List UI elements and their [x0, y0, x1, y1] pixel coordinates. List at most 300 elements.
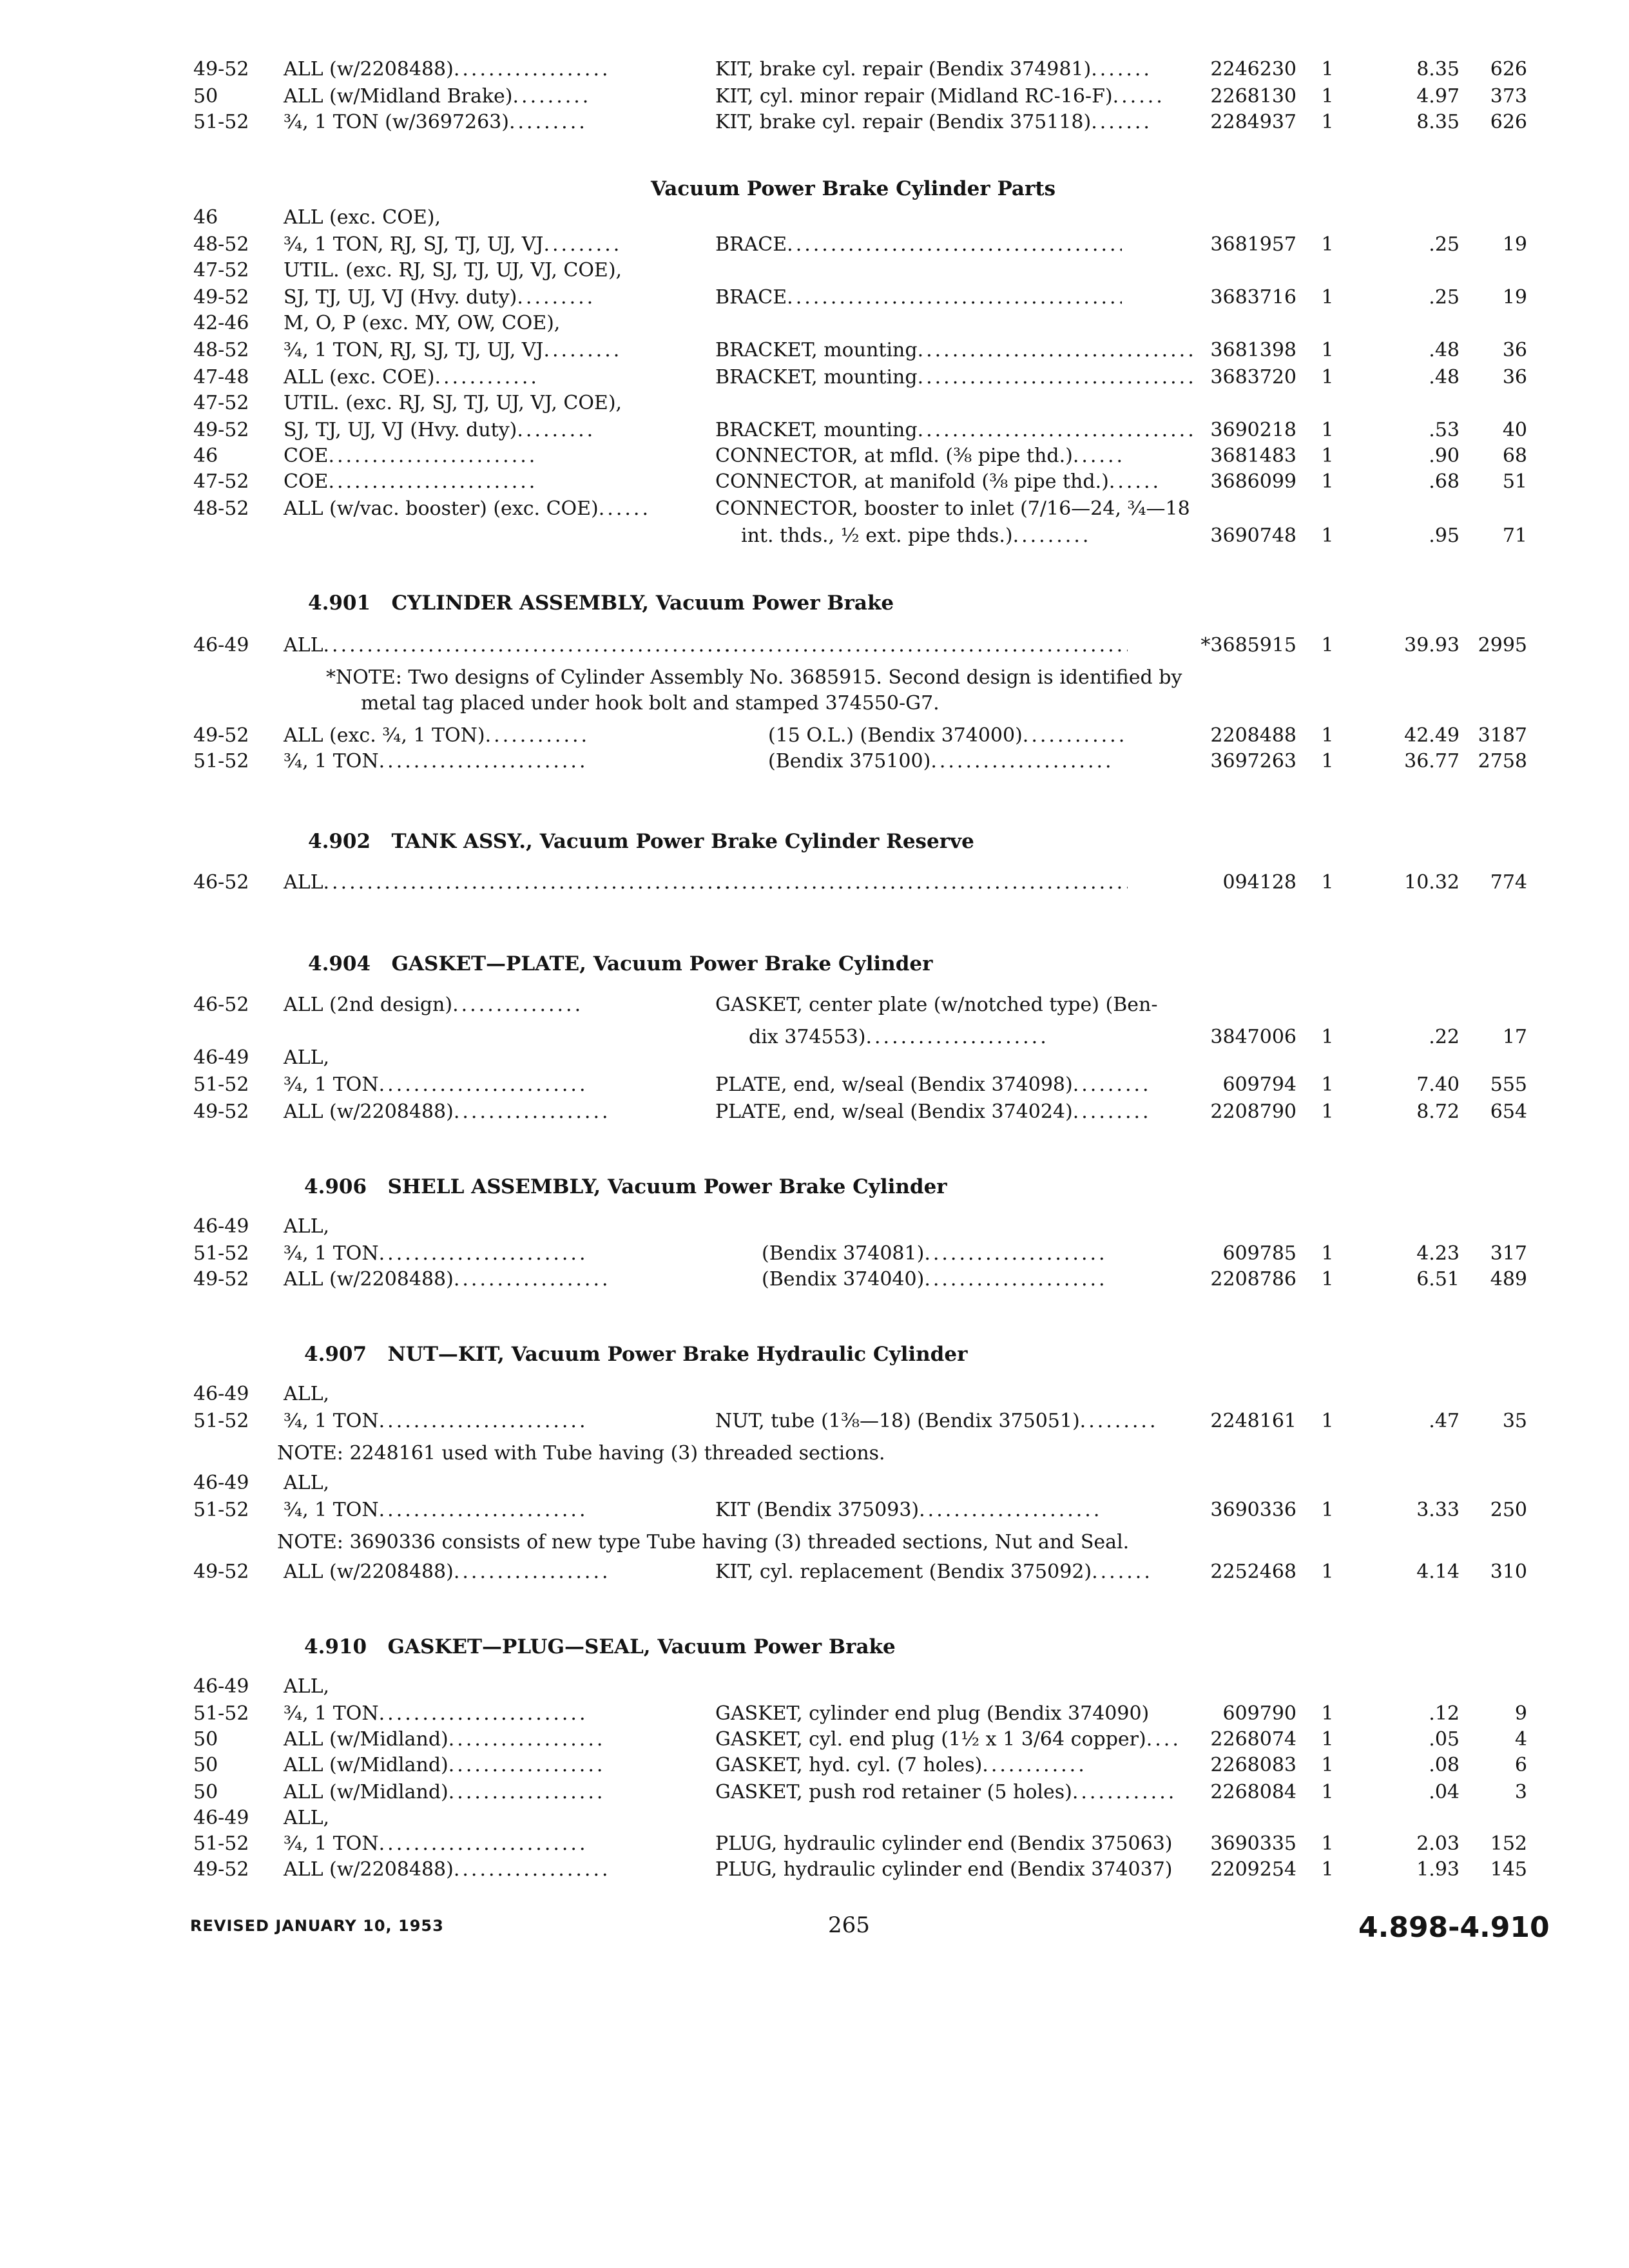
years-cell: 42-46 [193, 312, 249, 334]
section-number: 4.910 [304, 1635, 367, 1658]
quantity-cell: 1 [1321, 1268, 1334, 1291]
description-cell: BRACKET, mounting..... [715, 418, 1195, 443]
quantity-cell: 1 [1321, 1561, 1334, 1583]
years-cell: 50 [193, 85, 218, 108]
years-cell: 46-52 [193, 871, 249, 894]
section-heading [304, 1635, 896, 1658]
part-number-cell: 094128 [1222, 871, 1296, 894]
description-cell [715, 870, 1128, 896]
dot-leader [918, 418, 1195, 443]
weight-cell: 145 [1490, 1858, 1527, 1881]
quantity-cell: 1 [1321, 1832, 1334, 1855]
quantity-cell: 1 [1321, 286, 1334, 309]
table-row [0, 1072, 1629, 1100]
years-cell: 46-49 [193, 1215, 249, 1238]
description-cell: BRACKET, mounting..... [715, 365, 1195, 390]
price-cell: 3.33 [1416, 1499, 1460, 1521]
model-cell: ALL (w/2208488)..... [284, 1857, 612, 1883]
price-cell: .25 [1429, 233, 1460, 256]
part-number-cell: 2268074 [1210, 1728, 1296, 1751]
table-row [0, 258, 1629, 286]
model-cell: ALL (w/Midland)..... [284, 1727, 606, 1753]
table-row [0, 870, 1629, 898]
dot-leader [1091, 110, 1149, 135]
model-cell: ALL, [284, 1383, 330, 1405]
years-cell: 47-48 [193, 366, 249, 389]
years-cell: 46 [193, 206, 218, 229]
dot-leader [1073, 443, 1124, 469]
part-number-cell: 3681483 [1210, 445, 1296, 467]
quantity-cell: 1 [1321, 1702, 1334, 1725]
model-cell: COE..... [284, 443, 534, 469]
table-row [0, 338, 1629, 366]
part-number-cell: 609785 [1222, 1242, 1296, 1265]
part-number-cell: 3697263 [1210, 750, 1296, 773]
part-number-cell: 609790 [1222, 1702, 1296, 1725]
weight-cell: 6 [1514, 1754, 1527, 1776]
part-number-cell: 609794 [1222, 1073, 1296, 1096]
model-cell: ALL, [284, 1472, 330, 1494]
price-cell: .53 [1429, 419, 1460, 441]
description-cell: (Bendix 375100)..... [768, 749, 1111, 774]
part-number-cell: 2248161 [1210, 1410, 1296, 1432]
quantity-cell: 1 [1321, 1242, 1334, 1265]
dot-leader [930, 749, 1111, 774]
quantity-cell: 1 [1321, 85, 1334, 108]
part-number-cell: 3686099 [1210, 470, 1296, 493]
table-row [0, 365, 1629, 393]
quantity-cell: 1 [1321, 366, 1334, 389]
model-cell: ALL (exc. ¾, 1 TON)..... [284, 723, 588, 749]
quantity-cell: 1 [1321, 524, 1334, 547]
model-cell: ALL (w/2208488)..... [284, 1267, 612, 1293]
part-number-cell: 3690335 [1210, 1832, 1296, 1855]
dot-leader [323, 870, 736, 896]
quantity-cell: 1 [1321, 339, 1334, 361]
years-cell: 46 [193, 445, 218, 467]
years-cell: 49-52 [193, 724, 249, 747]
table-row [0, 1408, 1629, 1437]
quantity-cell: 1 [1321, 1026, 1334, 1048]
section-number: 4.907 [304, 1343, 367, 1366]
dot-leader [379, 1831, 585, 1857]
description-cell: KIT (Bendix 375093)..... [715, 1497, 1099, 1523]
price-cell: 4.97 [1416, 85, 1460, 108]
section-title: GASKET—PLATE, Vacuum Power Brake Cylinder [391, 952, 933, 975]
table-row [0, 1753, 1629, 1781]
description-cell: GASKET, center plate (w/notched type) (Ben- [715, 994, 1158, 1016]
model-cell: ¾, 1 TON..... [284, 1408, 585, 1434]
table-row [0, 1267, 1629, 1295]
model-cell: ALL (w/Midland Brake)..... [284, 84, 590, 110]
price-cell: 39.93 [1404, 634, 1460, 657]
price-cell: 4.23 [1416, 1242, 1460, 1265]
table-row [0, 1470, 1629, 1499]
model-cell: ALL, [284, 1807, 330, 1829]
price-cell: .04 [1429, 1781, 1460, 1803]
years-cell: 51-52 [193, 1242, 249, 1265]
dot-leader [924, 1267, 1104, 1293]
table-row [0, 1674, 1629, 1702]
years-cell: 46-49 [193, 634, 249, 657]
table-row [0, 1831, 1629, 1860]
model-cell: ALL (2nd design)..... [284, 992, 581, 1018]
years-cell: 48-52 [193, 497, 249, 520]
price-cell: .08 [1429, 1754, 1460, 1776]
years-cell: 48-52 [193, 233, 249, 256]
model-cell: ALL, [284, 1046, 330, 1069]
table-row [0, 633, 1629, 661]
description-cell: KIT, cyl. replacement (Bendix 375092)..... [715, 1559, 1150, 1585]
weight-cell: 555 [1490, 1073, 1527, 1096]
years-cell: 50 [193, 1754, 218, 1776]
table-row [0, 390, 1629, 419]
model-cell: ¾, 1 TON, RJ, SJ, TJ, UJ, VJ..... [284, 338, 621, 363]
quantity-cell: 1 [1321, 1499, 1334, 1521]
quantity-cell: 1 [1321, 1754, 1334, 1776]
table-row [0, 1045, 1629, 1073]
dot-leader [454, 1857, 612, 1883]
quantity-cell: 1 [1321, 1728, 1334, 1751]
dot-leader [919, 1497, 1099, 1523]
part-number-cell: 2209254 [1210, 1858, 1296, 1881]
table-row [0, 749, 1629, 777]
dot-leader [379, 1497, 585, 1523]
quantity-cell: 1 [1321, 1858, 1334, 1881]
model-cell: ¾, 1 TON..... [284, 1241, 585, 1267]
table-row [0, 443, 1629, 472]
years-cell: 47-52 [193, 392, 249, 414]
price-cell: .22 [1429, 1026, 1460, 1048]
price-cell: 7.40 [1416, 1073, 1460, 1096]
dot-leader [379, 749, 585, 774]
dot-leader [485, 723, 588, 749]
price-cell: 6.51 [1416, 1268, 1460, 1291]
quantity-cell: 1 [1321, 445, 1334, 467]
quantity-cell: 1 [1321, 58, 1334, 81]
dot-leader [1146, 1727, 1179, 1753]
table-row [0, 1497, 1629, 1526]
model-cell: ALL (exc. COE)..... [284, 365, 537, 390]
table-row [0, 992, 1629, 1021]
part-number-cell: 3681957 [1210, 233, 1296, 256]
model-cell: ALL (exc. COE), [284, 206, 441, 229]
dot-leader [599, 496, 650, 522]
weight-cell: 373 [1490, 85, 1527, 108]
years-cell: 49-52 [193, 1858, 249, 1881]
dot-leader [328, 469, 534, 495]
dot-leader [448, 1753, 606, 1778]
weight-cell: 774 [1490, 871, 1527, 894]
weight-cell: 9 [1514, 1702, 1527, 1725]
dot-leader [543, 338, 621, 363]
table-row [0, 1857, 1629, 1885]
weight-cell: 626 [1490, 111, 1527, 133]
section-heading [308, 952, 932, 975]
description-cell: BRACKET, mounting..... [715, 338, 1195, 363]
section-title: SHELL ASSEMBLY, Vacuum Power Brake Cylinder [387, 1175, 947, 1198]
part-number-cell: 2246230 [1210, 58, 1296, 81]
part-number-cell: 3681398 [1210, 339, 1296, 361]
dot-leader [1072, 1780, 1175, 1805]
table-row [0, 1559, 1629, 1588]
dot-leader [379, 1072, 585, 1098]
quantity-cell: 1 [1321, 724, 1334, 747]
price-cell: .05 [1429, 1728, 1460, 1751]
years-cell: 46-49 [193, 1472, 249, 1494]
price-cell: 8.35 [1416, 58, 1460, 81]
dot-leader [1073, 1099, 1150, 1125]
description-cell: CONNECTOR, booster to inlet (7/16—24, ¾—18 [715, 497, 1190, 520]
quantity-cell: 1 [1321, 419, 1334, 441]
model-cell: ALL, [284, 1675, 330, 1698]
description-cell: GASKET, cylinder end plug (Bendix 374090) [715, 1702, 1150, 1725]
description-cell: dix 374553)..... [749, 1024, 1046, 1050]
dot-leader [513, 84, 590, 110]
table-row [0, 1701, 1629, 1729]
years-cell: 51-52 [193, 1702, 249, 1725]
description-cell: PLUG, hydraulic cylinder end (Bendix 375063) [715, 1832, 1173, 1855]
table-row [0, 1727, 1629, 1755]
description-cell: KIT, brake cyl. repair (Bendix 374981)..... [715, 57, 1149, 82]
part-number-cell: 2268084 [1210, 1781, 1296, 1803]
part-number-cell: 2268083 [1210, 1754, 1296, 1776]
part-number-cell: 2208488 [1210, 724, 1296, 747]
table-row [0, 205, 1629, 233]
dot-leader [1091, 57, 1149, 82]
years-cell: 51-52 [193, 111, 249, 133]
dot-leader [1109, 469, 1161, 495]
note-text: NOTE: 3690336 consists of new type Tube having (3) threaded sections, Nut and Seal. [277, 1531, 1130, 1553]
quantity-cell: 1 [1321, 1100, 1334, 1123]
years-cell: 51-52 [193, 1410, 249, 1432]
dot-leader [715, 870, 1128, 896]
part-number-cell: 3683716 [1210, 286, 1296, 309]
dot-leader [323, 633, 736, 658]
years-cell: 49-52 [193, 286, 249, 309]
years-cell: 46-49 [193, 1383, 249, 1405]
quantity-cell: 1 [1321, 871, 1334, 894]
description-cell: BRACE..... [715, 285, 1122, 311]
table-row [0, 1099, 1629, 1128]
description-cell: KIT, cyl. minor repair (Midland RC-16-F)..... [715, 84, 1164, 110]
section-number: 4.902 [308, 830, 371, 853]
price-cell: .12 [1429, 1702, 1460, 1725]
table-row [0, 1214, 1629, 1242]
part-number-cell: 2268130 [1210, 85, 1296, 108]
dot-leader [1023, 723, 1126, 749]
weight-cell: 35 [1502, 1410, 1527, 1432]
dot-leader [982, 1753, 1085, 1778]
part-number-cell: 3847006 [1210, 1026, 1296, 1048]
model-cell: ¾, 1 TON (w/3697263)..... [284, 110, 586, 135]
dot-leader [434, 365, 537, 390]
part-number-cell: 2284937 [1210, 111, 1296, 133]
table-row [0, 110, 1629, 138]
section-heading [308, 591, 894, 615]
description-cell: BRACE..... [715, 232, 1122, 258]
table-row [0, 496, 1629, 524]
part-number-cell: 2208786 [1210, 1268, 1296, 1291]
weight-cell: 317 [1490, 1242, 1527, 1265]
dot-leader [1113, 84, 1164, 110]
model-cell: UTIL. (exc. RJ, SJ, TJ, UJ, VJ, COE), [284, 259, 622, 282]
quantity-cell: 1 [1321, 470, 1334, 493]
part-number-cell: 2252468 [1210, 1561, 1296, 1583]
years-cell: 46-52 [193, 994, 249, 1016]
dot-leader [715, 633, 1128, 658]
part-number-cell: 3690218 [1210, 419, 1296, 441]
model-cell: COE..... [284, 469, 534, 495]
section-number: 4.904 [308, 952, 371, 975]
dot-leader [454, 57, 612, 82]
dot-leader [454, 1099, 612, 1125]
model-cell: SJ, TJ, UJ, VJ (Hvy. duty)..... [284, 418, 594, 443]
section-number: 4.901 [308, 591, 371, 615]
dot-leader [543, 232, 621, 258]
model-cell: UTIL. (exc. RJ, SJ, TJ, UJ, VJ, COE), [284, 392, 622, 414]
note-text: *NOTE: Two designs of Cylinder Assembly No. 3685915. Second design is identified by [326, 666, 1182, 689]
dot-leader [787, 232, 1122, 258]
description-cell: CONNECTOR, at mfld. (⅜ pipe thd.)..... [715, 443, 1124, 469]
dot-leader [379, 1408, 585, 1434]
price-cell: 36.77 [1404, 750, 1460, 773]
revision-date: REVISED JANUARY 10, 1953 [190, 1917, 444, 1935]
model-cell: ALL (w/Midland)..... [284, 1753, 606, 1778]
dot-leader [448, 1780, 606, 1805]
section-title: CYLINDER ASSEMBLY, Vacuum Power Brake [391, 591, 894, 615]
quantity-cell: 1 [1321, 111, 1334, 133]
dot-leader [328, 443, 534, 469]
table-row [0, 232, 1629, 260]
description-cell: PLATE, end, w/seal (Bendix 374098)..... [715, 1072, 1150, 1098]
part-number-cell: *3685915 [1200, 634, 1296, 657]
price-cell: 42.49 [1404, 724, 1460, 747]
model-cell: ALL..... [284, 870, 736, 896]
weight-cell: 68 [1502, 445, 1527, 467]
years-cell: 49-52 [193, 1100, 249, 1123]
table-row [0, 418, 1629, 446]
section-heading [304, 1175, 947, 1198]
weight-cell: 250 [1490, 1499, 1527, 1521]
description-cell [715, 633, 1128, 658]
price-cell: .25 [1429, 286, 1460, 309]
years-cell: 51-52 [193, 1499, 249, 1521]
weight-cell: 310 [1490, 1561, 1527, 1583]
dot-leader [379, 1701, 585, 1727]
weight-cell: 626 [1490, 58, 1527, 81]
note-text: metal tag placed under hook bolt and stamped 374550-G7. [361, 692, 940, 715]
table-row [0, 523, 1629, 552]
section-range: 4.898-4.910 [1358, 1911, 1550, 1944]
weight-cell: 36 [1502, 366, 1527, 389]
table-row [0, 1805, 1629, 1834]
table-row [0, 469, 1629, 497]
weight-cell: 3 [1514, 1781, 1527, 1803]
description-cell: (Bendix 374081)..... [762, 1241, 1104, 1267]
weight-cell: 654 [1490, 1100, 1527, 1123]
dot-leader [787, 285, 1122, 311]
weight-cell: 489 [1490, 1268, 1527, 1291]
table-row [0, 84, 1629, 112]
years-cell: 49-52 [193, 58, 249, 81]
description-cell: GASKET, cyl. end plug (1½ x 1 3/64 copper)..... [715, 1727, 1179, 1753]
weight-cell: 2758 [1478, 750, 1527, 773]
price-cell: .47 [1429, 1410, 1460, 1432]
model-cell: ¾, 1 TON..... [284, 1497, 585, 1523]
model-cell: ALL (w/2208488)..... [284, 1099, 612, 1125]
price-cell: .68 [1429, 470, 1460, 493]
years-cell: 46-49 [193, 1675, 249, 1698]
model-cell: ¾, 1 TON..... [284, 1831, 585, 1857]
years-cell: 49-52 [193, 1561, 249, 1583]
part-number-cell: 2208790 [1210, 1100, 1296, 1123]
model-cell: ¾, 1 TON..... [284, 1072, 585, 1098]
quantity-cell: 1 [1321, 634, 1334, 657]
model-cell: ALL (w/Midland)..... [284, 1780, 606, 1805]
description-cell: PLATE, end, w/seal (Bendix 374024)..... [715, 1099, 1150, 1125]
dot-leader [918, 365, 1195, 390]
page-number: 265 [828, 1912, 870, 1938]
years-cell: 51-52 [193, 1073, 249, 1096]
years-cell: 47-52 [193, 470, 249, 493]
description-cell: KIT, brake cyl. repair (Bendix 375118)..... [715, 110, 1149, 135]
years-cell: 50 [193, 1781, 218, 1803]
years-cell: 49-52 [193, 419, 249, 441]
note-text: NOTE: 2248161 used with Tube having (3) threaded sections. [277, 1442, 885, 1465]
weight-cell: 40 [1502, 419, 1527, 441]
table-row [0, 285, 1629, 313]
part-number-cell: 3683720 [1210, 366, 1296, 389]
price-cell: .90 [1429, 445, 1460, 467]
years-cell: 46-49 [193, 1807, 249, 1829]
part-number-cell: 3690336 [1210, 1499, 1296, 1521]
table-row [0, 1241, 1629, 1269]
weight-cell: 19 [1502, 286, 1527, 309]
price-cell: .95 [1429, 524, 1460, 547]
model-cell: ¾, 1 TON..... [284, 1701, 585, 1727]
dot-leader [379, 1241, 585, 1267]
price-cell: 1.93 [1416, 1858, 1460, 1881]
dot-leader [918, 338, 1195, 363]
years-cell: 50 [193, 1728, 218, 1751]
dot-leader [454, 1267, 612, 1293]
table-row [0, 57, 1629, 85]
dot-leader [1080, 1408, 1157, 1434]
model-cell: ¾, 1 TON, RJ, SJ, TJ, UJ, VJ..... [284, 232, 621, 258]
years-cell: 47-52 [193, 259, 249, 282]
description-cell: int. thds., ½ ext. pipe thds.)..... [741, 523, 1090, 549]
section-heading: Vacuum Power Brake Cylinder Parts [651, 177, 1056, 200]
model-cell: ALL (w/vac. booster) (exc. COE)..... [284, 496, 650, 522]
weight-cell: 71 [1502, 524, 1527, 547]
dot-leader [448, 1727, 606, 1753]
dot-leader [924, 1241, 1104, 1267]
years-cell: 51-52 [193, 750, 249, 773]
price-cell: .48 [1429, 366, 1460, 389]
quantity-cell: 1 [1321, 750, 1334, 773]
price-cell: 8.72 [1416, 1100, 1460, 1123]
dot-leader [517, 418, 594, 443]
part-number-cell: 3690748 [1210, 524, 1296, 547]
description-cell: (Bendix 374040)..... [762, 1267, 1104, 1293]
weight-cell: 3187 [1478, 724, 1527, 747]
dot-leader [509, 110, 586, 135]
years-cell: 51-52 [193, 1832, 249, 1855]
model-cell: ¾, 1 TON..... [284, 749, 585, 774]
description-cell: GASKET, hyd. cyl. (7 holes)..... [715, 1753, 1085, 1778]
model-cell: ALL (w/2208488)..... [284, 57, 612, 82]
